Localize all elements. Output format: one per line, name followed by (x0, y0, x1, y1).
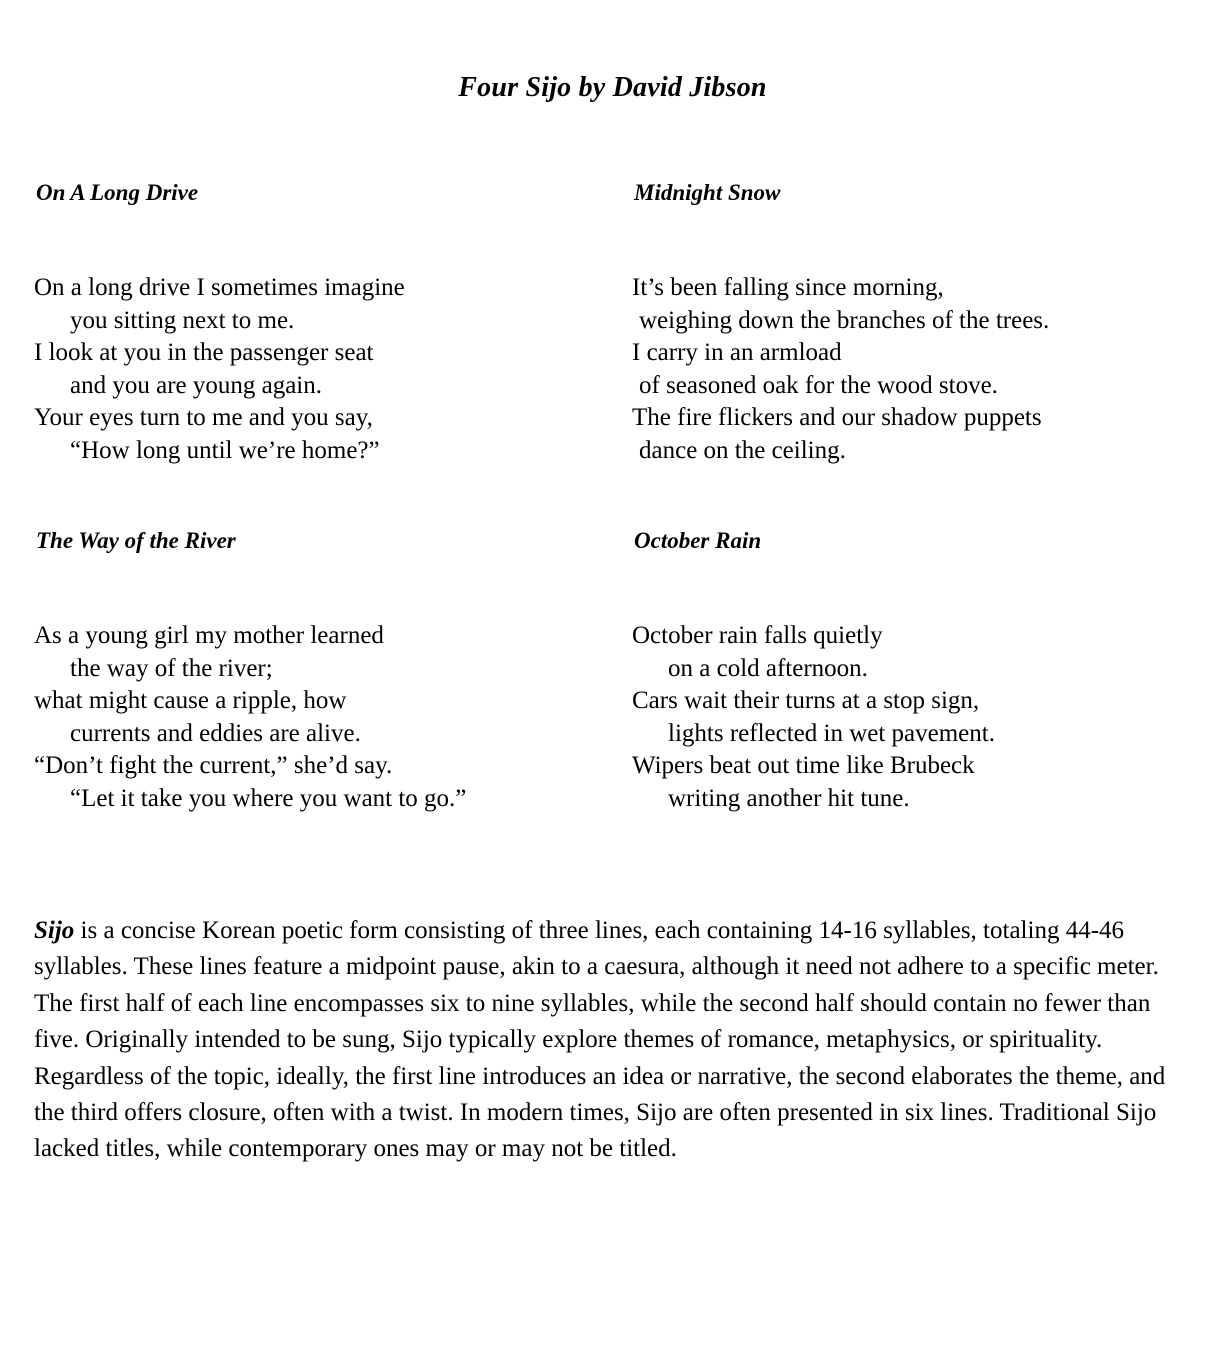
poem-line: “Don’t fight the current,” she’d say. (34, 752, 393, 779)
poem-line: As a young girl my mother learned (34, 622, 384, 649)
poem-line: writing another hit tune. (668, 784, 910, 812)
poem-line: I carry in an armload (632, 339, 842, 366)
poem-row (0, 526, 1225, 815)
poem-line: On a long drive I sometimes imagine (34, 274, 405, 301)
poems-grid (0, 178, 1225, 815)
poem-line: “How long until we’re home?” (70, 436, 380, 464)
poem-body (632, 272, 1225, 467)
poem-line: on a cold afternoon. (668, 654, 868, 682)
poem-line: and you are young again. (70, 371, 323, 399)
page-title: Four Sijo by David Jibson (458, 72, 767, 103)
poem-line: what might cause a ripple, how (34, 687, 347, 714)
poem-october-rain (600, 526, 1225, 815)
poem-body (34, 620, 600, 815)
poem-line: weighing down the branches of the trees. (639, 306, 1050, 334)
poem-title: On A Long Drive (36, 180, 199, 205)
poem-title: Midnight Snow (634, 180, 781, 205)
poem-line: lights reflected in wet pavement. (668, 719, 995, 747)
poem-line: It’s been falling since morning, (632, 274, 944, 301)
poem-line: of seasoned oak for the wood stove. (639, 371, 998, 399)
poem-line: dance on the ceiling. (639, 436, 846, 464)
poem-line: you sitting next to me. (70, 306, 295, 334)
poem-body (632, 620, 1225, 815)
poem-title: The Way of the River (36, 528, 236, 553)
poem-line: currents and eddies are alive. (70, 719, 361, 747)
poem-line: Your eyes turn to me and you say, (34, 404, 373, 431)
poem-line: October rain falls quietly (632, 622, 883, 649)
poem-line: Cars wait their turns at a stop sign, (632, 687, 980, 714)
sijo-definition-text: is a concise Korean poetic form consisting of three lines, each containing 14-16 syllables, totaling 44-46 syllables. These lines feature a midpoint pause, akin to a caesura, although it need not adhere to a specific meter. The first half of each line encompasses six to nine syllables, while the second half should contain no fewer than five. Originally intended to be sung, Sijo typically explore themes of romance, metaphysics, or spirituality. Regardless of the topic, ideally, the first line introduces an idea or narrative, the second elaborates the theme, and the third offers closure, often with a twist. In modern times, Sijo are often presented in six lines. Traditional Sijo lacked titles, while contemporary ones may or may not be titled. (34, 917, 1166, 1163)
poem-line: I look at you in the passenger seat (34, 339, 374, 366)
poem-line: the way of the river; (70, 654, 273, 682)
poem-body (34, 272, 600, 467)
poem-line: “Let it take you where you want to go.” (70, 784, 467, 812)
sijo-term: Sijo (34, 917, 75, 944)
sijo-definition-paragraph (34, 913, 1189, 1168)
poem-row (0, 178, 1225, 467)
poem-line: The fire flickers and our shadow puppets (632, 404, 1042, 431)
poem-line: Wipers beat out time like Brubeck (632, 752, 975, 779)
poem-title: October Rain (634, 528, 762, 553)
poem-the-way-of-the-river (0, 526, 600, 815)
poem-on-a-long-drive (0, 178, 600, 467)
poem-midnight-snow (600, 178, 1225, 467)
